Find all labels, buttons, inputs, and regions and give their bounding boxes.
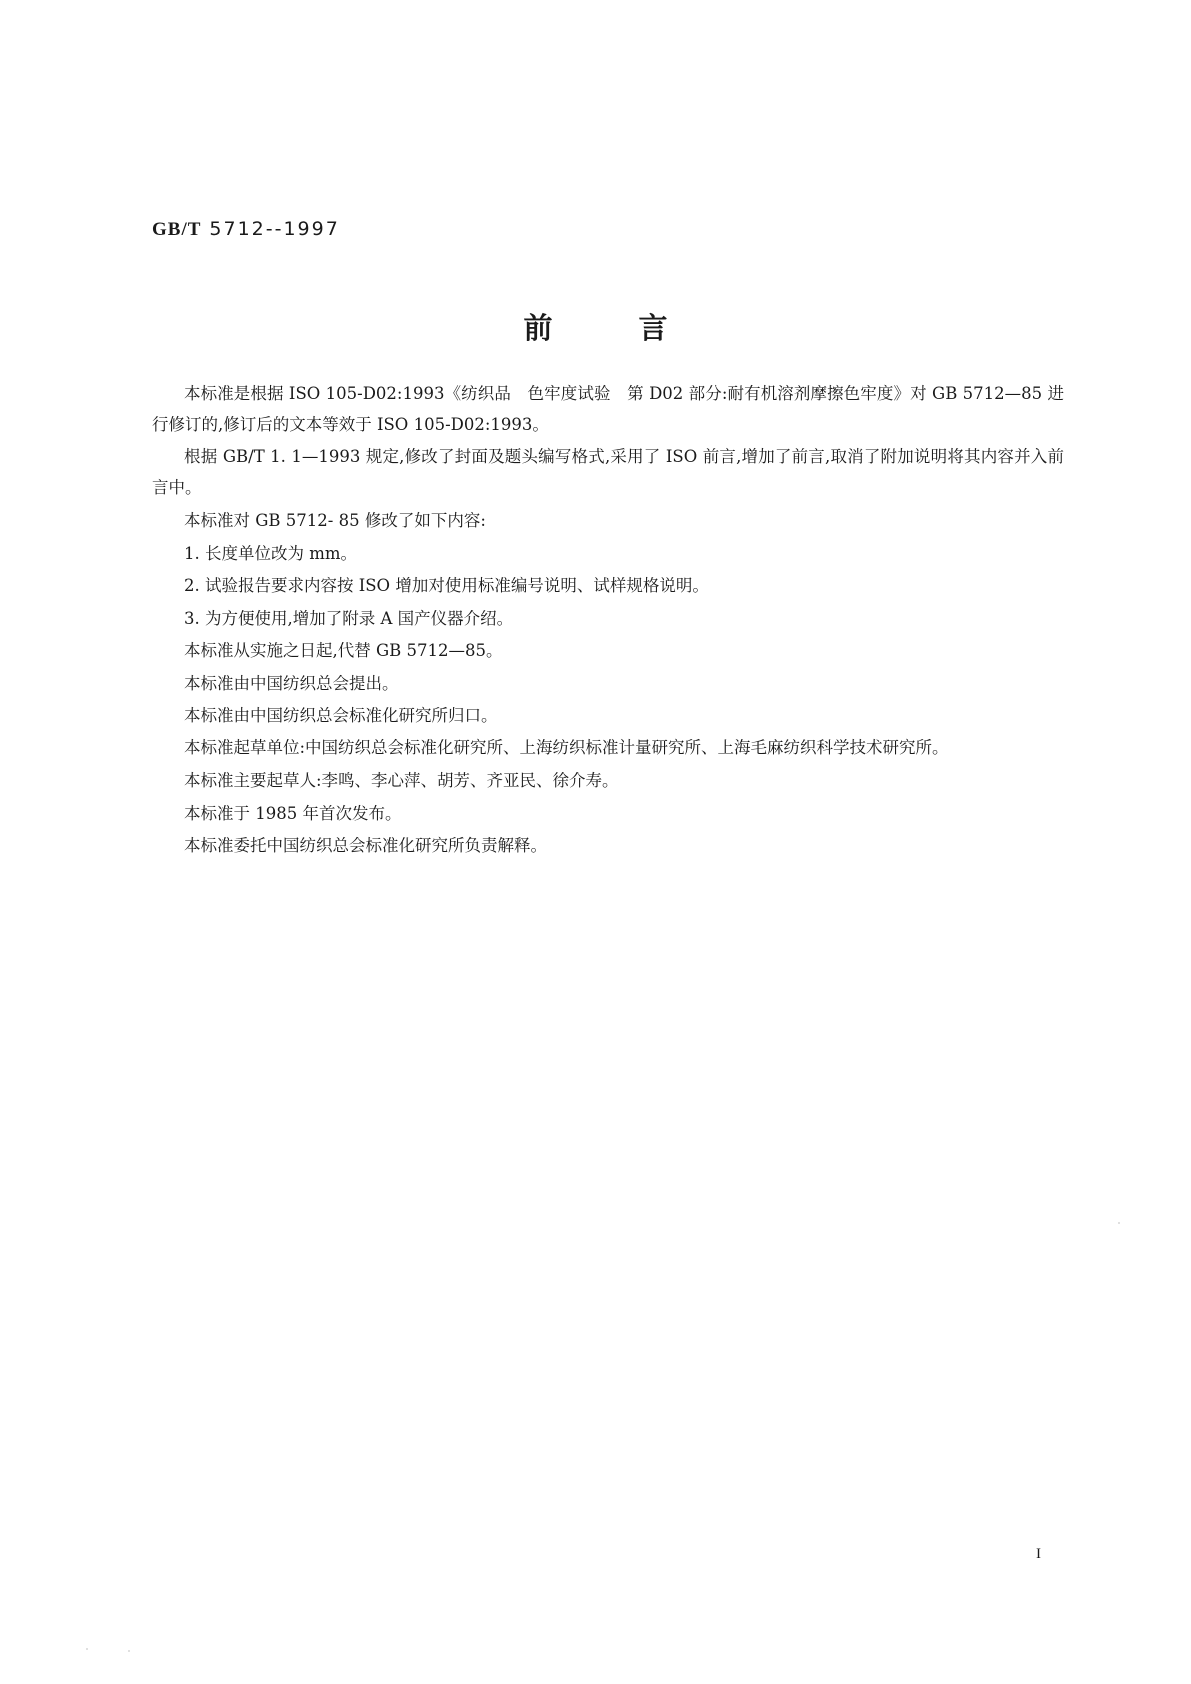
list-item: 3. 为方便使用,增加了附录 A 国产仪器介绍。: [184, 608, 514, 628]
foreword-paragraph: 根据 GB/T 1. 1—1993 规定,修改了封面及题头编写格式,采用了 ISO 前言,增加了前言,取消了附加说明将其内容并入前言中。: [152, 447, 1064, 497]
page-number: I: [1036, 1546, 1041, 1562]
foreword-paragraph: 本标准起草单位:中国纺织总会标准化研究所、上海纺织标准计量研究所、上海毛麻纺织科学技术研究所。: [184, 737, 949, 757]
foreword-paragraph: 本标准委托中国纺织总会标准化研究所负责解释。: [184, 836, 547, 855]
standard-code-prefix: GB/T: [152, 219, 202, 240]
foreword-paragraph: 本标准是根据 ISO 105-D02:1993《纺织品 色牢度试验 第 D02 部分:耐有机溶剂摩擦色牢度》对 GB 5712—85 进行修订的,修订后的文本等效于 ISO 105-D02:1993。: [152, 384, 1064, 434]
scan-speck: [128, 1650, 130, 1652]
list-item: 1. 长度单位改为 mm。: [184, 543, 358, 563]
page-title-char-1: 前: [523, 311, 553, 345]
foreword-paragraph: 本标准由中国纺织总会标准化研究所归口。: [184, 706, 498, 725]
standard-number: 5712--1997: [209, 218, 340, 240]
page-title-char-2: 言: [638, 311, 668, 345]
scan-speck: [86, 1648, 88, 1650]
standard-number-header: [152, 218, 340, 241]
scan-speck: [1118, 1222, 1120, 1224]
foreword-body: [152, 379, 1064, 863]
foreword-paragraph: 本标准从实施之日起,代替 GB 5712—85。: [184, 641, 503, 660]
page-title: [0, 306, 1191, 347]
foreword-paragraph: 本标准由中国纺织总会提出。: [184, 673, 399, 693]
list-item: 2. 试验报告要求内容按 ISO 增加对使用标准编号说明、试样规格说明。: [184, 576, 709, 595]
foreword-paragraph: 本标准于 1985 年首次发布。: [184, 803, 402, 823]
foreword-paragraph: 本标准主要起草人:李鸣、李心萍、胡芳、齐亚民、徐介寿。: [184, 771, 619, 790]
foreword-paragraph: 本标准对 GB 5712- 85 修改了如下内容:: [184, 511, 486, 530]
